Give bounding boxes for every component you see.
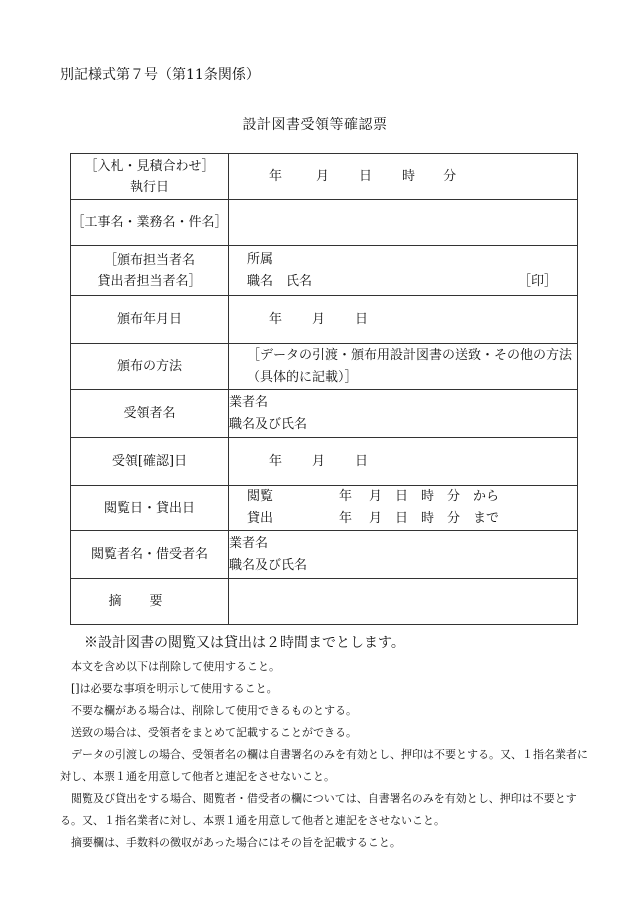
label-distribution-date: 頒布年月日	[71, 296, 229, 344]
instruction-item: 本文を含め以下は削除して使用すること。	[71, 660, 280, 673]
instruction-item: データの引渡しの場合、受領者名の欄は自書署名のみを有効とし、押印は不要とする。又、１指名業者に対し、本票１通を用意して他者と連記をさせないこと。	[60, 748, 588, 783]
instruction-item: 閲覧及び貸出をする場合、閲覧者・借受者の欄については、自書署名のみを有効とし、押印は不要とする。又、１指名業者に対し、本票１通を用意して他者と連記をさせないこと。	[60, 792, 577, 827]
value-distribution-method[interactable]: ［データの引渡・頒布用設計図書の送致・その他の方法 （具体的に記載）］	[229, 344, 578, 390]
value-recipient[interactable]: 業者名 職名及び氏名	[229, 390, 578, 438]
row-recipient	[71, 390, 578, 438]
label-recipient: 受領者名	[71, 390, 229, 438]
label-view-lend-date: 閲覧日・貸出日	[71, 486, 229, 531]
label-viewer: 閲覧者名・借受者名	[71, 531, 229, 579]
value-distributor[interactable]: 所属 職名 氏名 ［印］	[229, 246, 578, 296]
label-distribution-method: 頒布の方法	[71, 344, 229, 390]
label-remarks: 摘要	[71, 579, 229, 625]
instruction-item: 不要な欄がある場合は、削除して使用できるものとする。	[71, 704, 357, 717]
instructions	[60, 656, 595, 854]
instruction-item: 摘要欄は、手数料の徴収があった場合にはその旨を記載すること。	[71, 836, 401, 849]
label-receipt-date: 受領[確認]日	[71, 438, 229, 486]
form-number: 別記様式第７号（第11条関係）	[60, 67, 260, 83]
label-project-name: ［工事名・業務名・件名］	[71, 200, 229, 246]
row-execution-date	[71, 154, 578, 200]
document-title: 設計図書受領等確認票	[242, 117, 388, 133]
instruction-item: []は必要な事項を明示して使用すること。	[71, 682, 278, 695]
label-distributor: ［頒布担当者名 貸出者担当者名］	[71, 246, 229, 296]
row-distribution-date	[71, 296, 578, 344]
label-execution-date: ［入札・見積合わせ］ 執行日	[71, 154, 229, 200]
value-view-lend-date[interactable]: 閲覧 年 月 日 時 分 から 貸出 年 月 日 時 分 まで	[229, 486, 578, 531]
value-receipt-date[interactable]: 年 月 日	[229, 438, 578, 486]
row-distribution-method	[71, 344, 578, 390]
row-receipt-date	[71, 438, 578, 486]
value-execution-date[interactable]: 年 月 日 時 分	[229, 154, 578, 200]
seal-mark: ［印］	[517, 273, 557, 289]
row-view-lend-date	[71, 486, 578, 531]
row-project-name	[71, 200, 578, 246]
row-distributor	[71, 246, 578, 296]
value-project-name[interactable]	[229, 200, 578, 246]
confirmation-form-table	[70, 153, 578, 625]
instruction-item: 送致の場合は、受領者をまとめて記載することができる。	[71, 726, 357, 739]
value-remarks[interactable]	[229, 579, 578, 625]
value-viewer[interactable]: 業者名 職名及び氏名	[229, 531, 578, 579]
row-viewer	[71, 531, 578, 579]
row-remarks	[71, 579, 578, 625]
time-limit-note: ※設計図書の閲覧又は貸出は２時間までとします。	[84, 635, 405, 651]
value-distribution-date[interactable]: 年 月 日	[229, 296, 578, 344]
